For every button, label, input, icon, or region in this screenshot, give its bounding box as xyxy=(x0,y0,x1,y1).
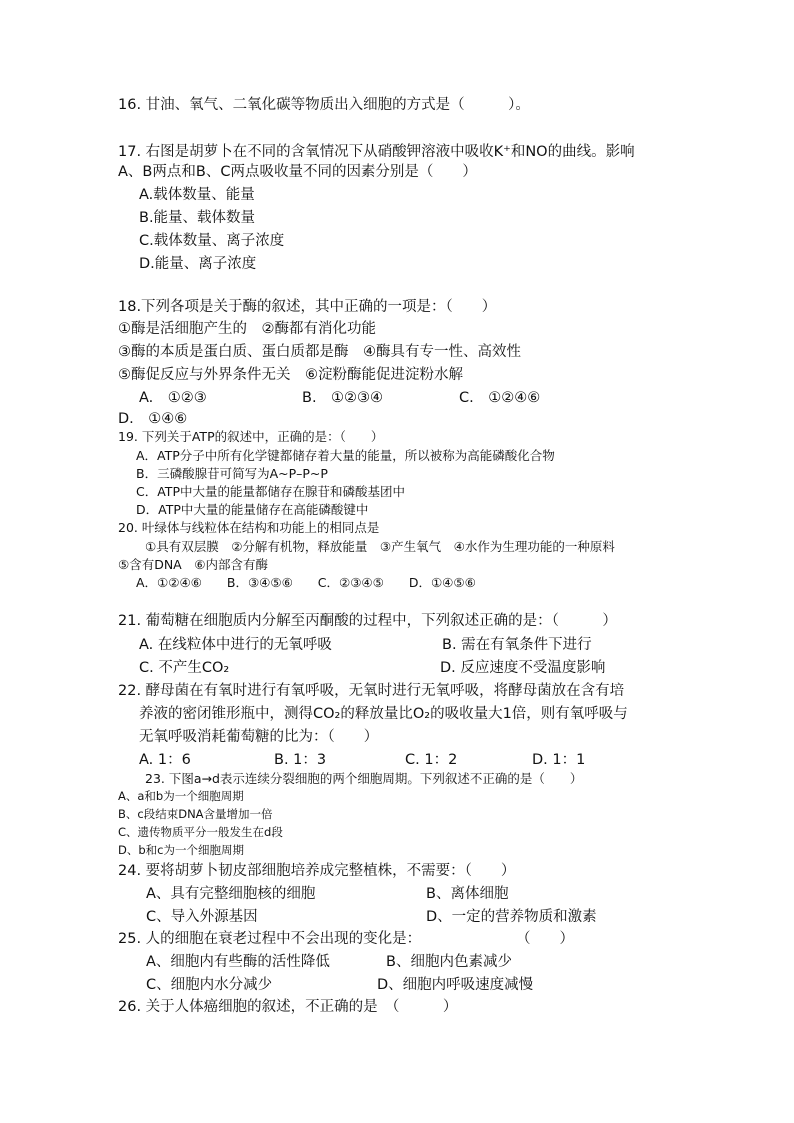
q18-option-d: D. ①④⑥ xyxy=(118,411,188,427)
q23-option-d: D、b和c为一个细胞周期 xyxy=(118,843,244,857)
q20-statements-line1: ①具有双层膜 ②分解有机物，释放能量 ③产生氧气 ④水作为生理功能的一种原料 xyxy=(145,539,615,554)
q16-stem: 16. 甘油、氧气、二氧化碳等物质出入细胞的方式是（ ）。 xyxy=(118,97,530,113)
q18-statement-1-2: ①酶是活细胞产生的 ②酶都有消化功能 xyxy=(118,321,376,337)
q23-stem: 23. 下图a→d表示连续分裂细胞的两个细胞周期。下列叙述不正确的是（ ） xyxy=(145,771,583,786)
q21-stem: 21. 葡萄糖在细胞质内分解至丙酮酸的过程中，下列叙述正确的是：（ ） xyxy=(118,613,617,629)
q25-option-a: A、细胞内有些酶的活性降低 xyxy=(146,954,330,970)
q23-option-a: A、a和b为一个细胞周期 xyxy=(118,789,244,803)
q25-option-d: D、细胞内呼吸速度减慢 xyxy=(377,977,534,993)
q24-stem: 24. 要将胡萝卜韧皮部细胞培养成完整植株，不需要：（ ） xyxy=(118,863,516,879)
q18-option-a: A. ①②③ xyxy=(139,390,207,406)
q22-option-d: D. 1：1 xyxy=(532,752,586,768)
q18-statement-3-4: ③酶的本质是蛋白质、蛋白质都是酶 ④酶具有专一性、高效性 xyxy=(118,344,521,360)
q24-option-a: A、具有完整细胞核的细胞 xyxy=(146,886,316,902)
q21-option-a: A. 在线粒体中进行的无氧呼吸 xyxy=(139,637,332,653)
q22-option-b: B. 1：3 xyxy=(274,752,327,768)
q22-stem-line2: 养液的密闭锥形瓶中，测得CO₂的释放量比O₂的吸收量大1倍，则有氧呼吸与 xyxy=(139,706,628,722)
q26-stem: 26. 关于人体癌细胞的叙述，不正确的是 （ ） xyxy=(118,999,458,1015)
q25-answer-paren: （ ） xyxy=(516,931,574,947)
q20-options: A．①②④⑥ B．③④⑤⑥ C．②③④⑤ D．①④⑤⑥ xyxy=(136,575,476,590)
q22-stem-line3: 无氧呼吸消耗葡萄糖的比为：（ ） xyxy=(139,729,379,745)
q24-option-b: B、离体细胞 xyxy=(426,886,509,902)
q17-stem-line2: A、B两点和B、C两点吸收量不同的因素分别是（ ） xyxy=(118,164,477,180)
q20-statements-line2: ⑤含有DNA ⑥内部含有酶 xyxy=(118,557,268,572)
q25-stem: 25. 人的细胞在衰老过程中不会出现的变化是： xyxy=(118,931,422,947)
q21-option-b: B. 需在有氧条件下进行 xyxy=(442,637,592,653)
q18-option-b: B. ①②③④ xyxy=(302,390,384,406)
q17-option-a: A.载体数量、能量 xyxy=(139,187,255,203)
q17-option-c: C.载体数量、离子浓度 xyxy=(139,233,285,249)
q19-option-c: C．ATP中大量的能量都储存在腺苷和磷酸基团中 xyxy=(136,484,405,499)
q21-option-c: C. 不产生CO₂ xyxy=(139,660,230,676)
q17-option-d: D.能量、离子浓度 xyxy=(139,256,257,272)
q17-option-b: B.能量、载体数量 xyxy=(139,210,256,226)
q19-option-b: B．三磷酸腺苷可简写为A~P–P~P xyxy=(136,466,328,481)
q24-option-c: C、导入外源基因 xyxy=(146,909,258,925)
q23-option-c: C、遗传物质平分一般发生在d段 xyxy=(118,825,283,839)
q19-option-d: D．ATP中大量的能量储存在高能磷酸键中 xyxy=(136,502,369,517)
q21-option-d: D. 反应速度不受温度影响 xyxy=(440,660,606,676)
q22-option-c: C. 1：2 xyxy=(405,752,458,768)
q25-option-b: B、细胞内色素减少 xyxy=(386,954,512,970)
q25-option-c: C、细胞内水分减少 xyxy=(146,977,273,993)
q19-option-a: A．ATP分子中所有化学键都储存着大量的能量，所以被称为高能磷酸化合物 xyxy=(136,448,555,463)
q18-option-c: C. ①②④⑥ xyxy=(459,390,541,406)
q17-stem-line1: 17. 右图是胡萝卜在不同的含氧情况下从硝酸钾溶液中吸收K⁺和NO的曲线。影响 xyxy=(118,144,635,160)
q24-option-d: D、一定的营养物质和激素 xyxy=(426,909,597,925)
q23-option-b: B、c段结束DNA含量增加一倍 xyxy=(118,807,273,821)
q20-stem: 20. 叶绿体与线粒体在结构和功能上的相同点是 xyxy=(118,520,380,535)
q19-stem: 19. 下列关于ATP的叙述中，正确的是：（ ） xyxy=(118,429,384,444)
q22-stem-line1: 22. 酵母菌在有氧时进行有氧呼吸，无氧时进行无氧呼吸，将酵母菌放在含有培 xyxy=(118,683,625,699)
q22-option-a: A. 1：6 xyxy=(139,752,191,768)
q18-statement-5-6: ⑤酶促反应与外界条件无关 ⑥淀粉酶能促进淀粉水解 xyxy=(118,367,463,383)
q18-stem: 18.下列各项是关于酶的叙述，其中正确的一项是：（ ） xyxy=(118,299,497,315)
